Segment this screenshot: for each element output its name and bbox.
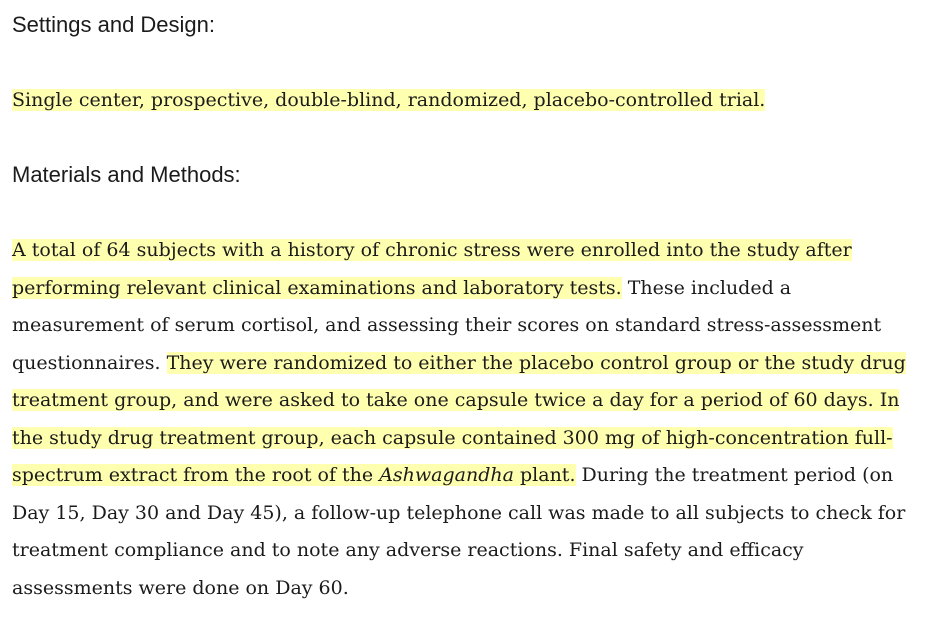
highlighted-text-end: plant.	[513, 464, 576, 486]
settings-heading: Settings and Design:	[12, 12, 216, 37]
plain-text: These included a measurement of serum cortisol, and assessing their scores on standard stress-assessment questionnaires.	[12, 276, 882, 374]
settings-paragraph	[12, 82, 924, 120]
plain-text: During the treatment period (on Day 15, Day 30 and Day 45), a follow-up telephone call was made to all subjects to check for treatment compliance and to note any adverse reactions. Final safety and efficacy assessments were done on Day 60.	[12, 464, 906, 599]
methods-heading: Materials and Methods:	[12, 162, 241, 187]
italic-plant-name: Ashwagandha	[379, 464, 514, 486]
highlighted-text-part: They were randomized to either the placebo control group or the study drug treatment group, and were asked to take one capsule twice a day for a period of 60 days. In the study drug treatment group, each capsule contained 300 mg of high-concentration full-spectrum extract from the root of the	[12, 351, 906, 486]
highlighted-text: A total of 64 subjects with a history of chronic stress were enrolled into the study after performing relevant clinical examinations and laboratory tests.	[12, 239, 852, 299]
highlighted-text: Single center, prospective, double-blind, randomized, placebo-controlled trial.	[12, 89, 766, 111]
methods-paragraph	[12, 232, 927, 607]
